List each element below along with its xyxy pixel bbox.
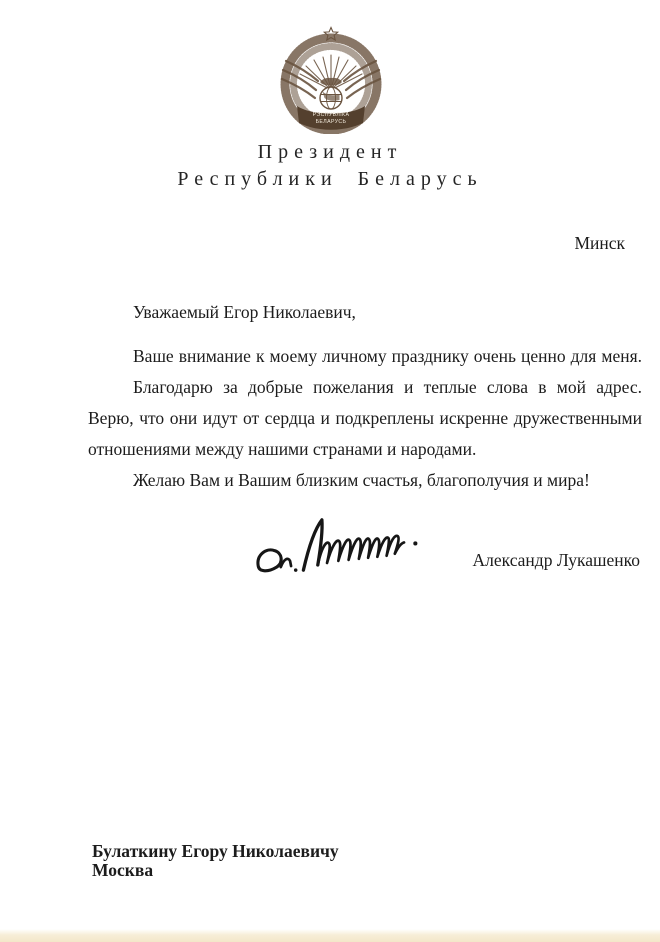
letterhead-title-line1: Президент: [257, 141, 403, 163]
emblem-ribbon-text-2: БЕЛАРУСЬ: [315, 119, 347, 125]
body-line: отношениями между нашими странами и народами.: [88, 439, 477, 459]
emblem-ribbon-text-1: РЭСПУБЛІКА: [312, 112, 350, 118]
belarus-coat-of-arms-icon: [276, 26, 386, 134]
addressee-block: [92, 842, 339, 880]
letter-salutation: Уважаемый Егор Николаевич,: [133, 302, 356, 322]
letterhead-title-line2: Республики Беларусь: [177, 168, 483, 190]
signature-scrawl: [250, 506, 440, 584]
scan-artifact-band: [0, 929, 660, 942]
body-line: Ваше внимание к моему личному празднику очень ценно для меня.: [133, 346, 642, 366]
signature-name: Александр Лукашенко: [472, 550, 640, 570]
letter-city: Минск: [574, 233, 625, 253]
body-line: Благодарю за добрые пожелания и теплые слова в мой адрес.: [133, 377, 642, 397]
emblem-globe-icon: [320, 87, 342, 109]
body-paragraphs: [88, 341, 642, 496]
addressee-city: Москва: [92, 860, 154, 880]
body-line: Желаю Вам и Вашим близким счастья, благополучия и мира!: [133, 470, 590, 490]
body-line: Верю, что они идут от сердца и подкреплены искренне дружественными: [88, 408, 642, 428]
emblem-map-outline: [320, 78, 342, 85]
addressee-name: Булаткину Егору Николаевичу: [92, 841, 339, 861]
